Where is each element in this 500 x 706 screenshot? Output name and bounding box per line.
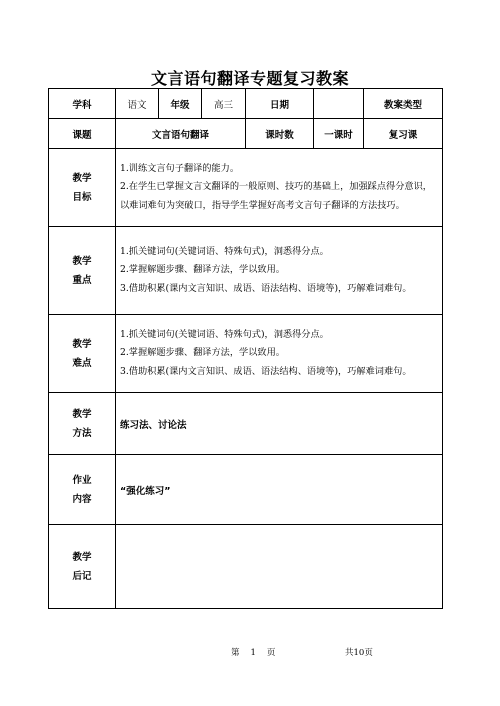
difficulties-line-1: 1.抓关键词句(关键词语、特殊句式)，洞悉得分点。: [120, 328, 329, 340]
keypoints-row: [49, 227, 443, 315]
homework-label-line-2: 内容: [72, 493, 92, 505]
notes-row: [49, 525, 443, 609]
goals-label-line-2: 目标: [72, 191, 92, 203]
lesson-plan-table: [48, 88, 443, 609]
homework-label: [49, 455, 116, 525]
notes-value: [116, 525, 443, 609]
page-total: 共10页: [345, 648, 373, 658]
keypoints-line-1: 1.抓关键词句(关键词语、特殊句式)，洞悉得分点。: [120, 245, 329, 257]
grade-value: 高三: [202, 89, 246, 119]
date-value: [314, 89, 364, 119]
difficulties-label-line-1: 教学: [72, 338, 92, 350]
topic-label: 课题: [49, 119, 116, 149]
difficulties-line-2: 2.掌握解题步骤、翻译方法，学以致用。: [120, 347, 285, 359]
keypoints-line-3: 3.借助积累(课内文言知识、成语、语法结构、语境等)，巧解难词难句。: [120, 282, 412, 294]
difficulties-row: [49, 315, 443, 393]
page-number: [231, 646, 275, 658]
hours-label: 课时数: [246, 119, 314, 149]
homework-value: “强化练习”: [116, 455, 443, 525]
methods-label-line-2: 方法: [72, 427, 92, 439]
keypoints-label-line-2: 重点: [72, 274, 92, 286]
lesson-type-value: 复习课: [364, 119, 443, 149]
difficulties-label-line-2: 难点: [72, 357, 92, 369]
methods-label: [49, 393, 116, 455]
methods-value: 练习法、讨论法: [116, 393, 443, 455]
difficulties-content: [116, 315, 443, 393]
difficulties-line-3: 3.借助积累(课内文言知识、成语、语法结构、语境等)，巧解难词难句。: [120, 365, 412, 377]
methods-label-line-1: 教学: [72, 408, 92, 420]
page-number-value: 1: [250, 648, 256, 658]
goals-label-line-1: 教学: [72, 172, 92, 184]
page-suffix: 页: [266, 648, 276, 658]
homework-label-line-1: 作业: [72, 474, 92, 486]
keypoints-content: [116, 227, 443, 315]
keypoints-line-2: 2.掌握解题步骤、翻译方法，学以致用。: [120, 264, 285, 276]
page-prefix: 第: [231, 648, 240, 658]
lesson-type-label: 教案类型: [364, 89, 443, 119]
topic-row: [49, 119, 443, 149]
notes-label: [49, 525, 116, 609]
homework-row: [49, 455, 443, 525]
goals-line-1: 1.训练文言句子翻译的能力。: [120, 162, 240, 174]
header-row: [49, 89, 443, 119]
grade-label: 年级: [159, 89, 202, 119]
goals-line-2: 2.在学生已掌握文言文翻译的一般原则、技巧的基础上，加强踩点得分意识，以难词难句为突破口，指导学生掌握好高考文言句子翻译的方法技巧。: [120, 181, 432, 211]
notes-label-line-2: 后记: [72, 570, 92, 582]
keypoints-label: [49, 227, 116, 315]
goals-content: [116, 149, 443, 227]
keypoints-label-line-1: 教学: [72, 255, 92, 267]
difficulties-label: [49, 315, 116, 393]
methods-row: [49, 393, 443, 455]
subject-value: 语文: [116, 89, 159, 119]
date-label: 日期: [246, 89, 314, 119]
topic-value: 文言语句翻译: [116, 119, 246, 149]
subject-label: 学科: [49, 89, 116, 119]
hours-value: 一课时: [314, 119, 364, 149]
goals-row: [49, 149, 443, 227]
page-title: 文言语句翻译专题复习教案: [150, 69, 349, 88]
notes-label-line-1: 教学: [72, 551, 92, 563]
goals-label: [49, 149, 116, 227]
